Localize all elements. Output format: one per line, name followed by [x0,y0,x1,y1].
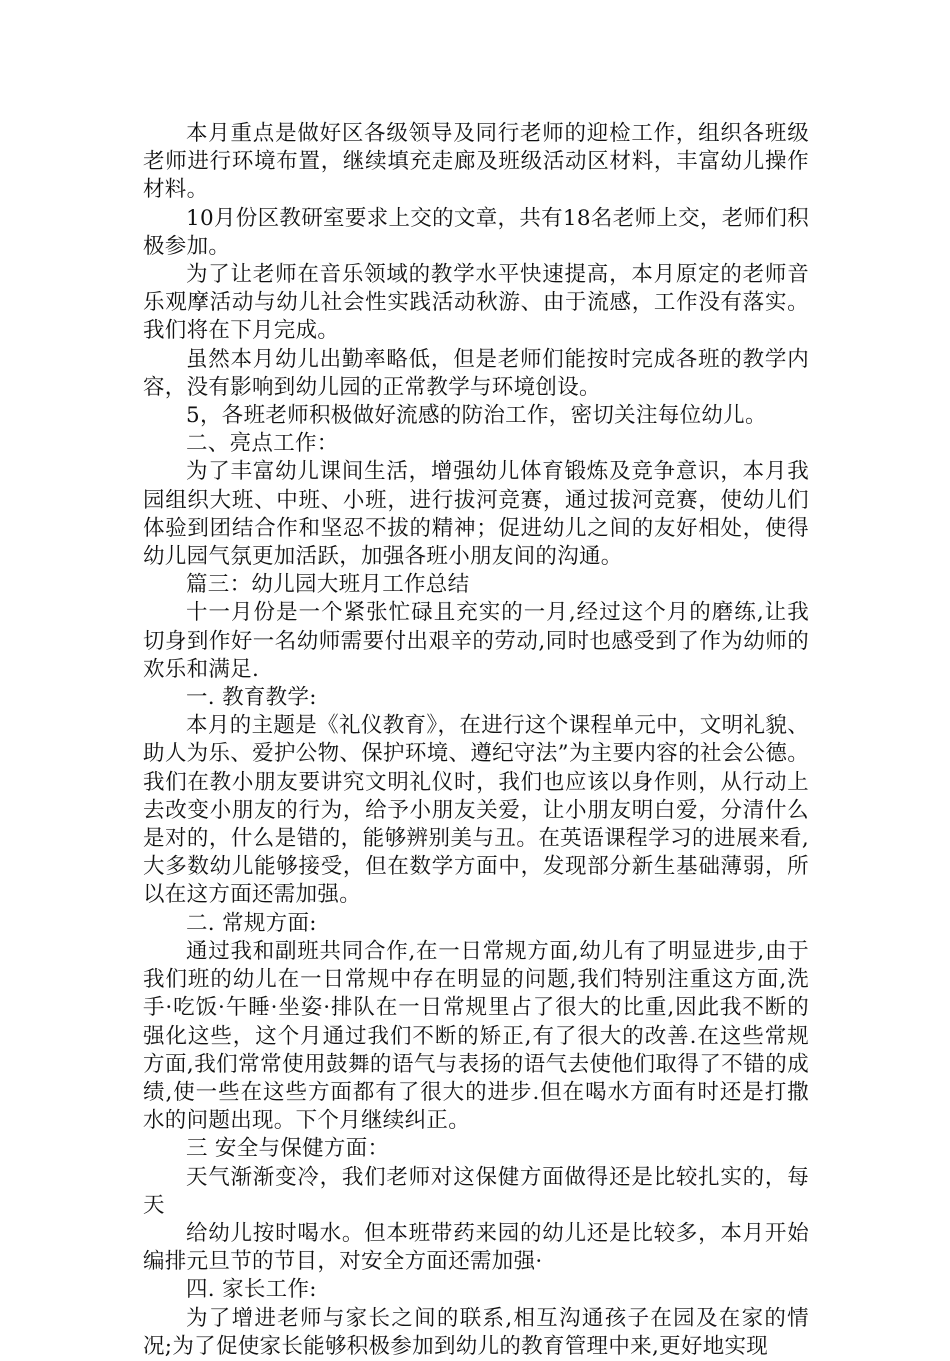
section-heading: 一. 教育教学: [186,685,317,711]
paragraph: 本月的主题是《礼仪教育》，在进行这个课程单元中，文明礼貌、助人为乐、爱护公物、保护环境、遵纪守法”为主要内容的社会公德。我们在教小朋友要讲究文明礼仪时，我们也应该以身作则，从行动上去改变小朋友的行为，给予小朋友关爱，让小朋友明白爱，分清什么是对的，什么是错的，能够辨别美与丑。在英语课程学习的进展来看,大多数幼儿能够接受，但在数学方面中，发现部分新生基础薄弱，所以在这方面还需加强。 [143,713,809,908]
paragraph: 5，各班老师积极做好流感的防治工作，密切关注每位幼儿。 [186,403,767,429]
paragraph: 本月重点是做好区各级领导及同行老师的迎检工作，组织各班级老师进行环境布置，继续填充走廊及班级活动区材料，丰富幼儿操作材料。 [143,121,809,203]
section-heading: 三 安全与保健方面： [186,1136,390,1162]
paragraph: 给幼儿按时喝水。但本班带药来园的幼儿还是比较多，本月开始编排元旦节的节目，对安全方面还需加强· [143,1220,809,1275]
paragraph: 十一月份是一个紧张忙碌且充实的一月,经过这个月的磨练,让我切身到作好一名幼师需要付出艰辛的劳动,同时也感受到了作为幼师的欢乐和满足. [143,600,809,682]
paragraph: 虽然本月幼儿出勤率略低，但是老师们能按时完成各班的教学内容，没有影响到幼儿园的正常教学与环境创设。 [143,346,809,400]
document-body [143,120,809,1361]
section-heading: 篇三：幼儿园大班月工作总结 [186,572,470,598]
section-heading: 四. 家长工作: [186,1277,317,1303]
paragraph: 10月份区教研室要求上交的文章，共有18名老师上交，老师们积极参加。 [143,205,809,259]
paragraph: 通过我和副班共同合作,在一日常规方面,幼儿有了明显进步,由于我们班的幼儿在一日常规中存在明显的问题,我们特别注重这方面,洗手·吃饭·午睡·坐姿·排队在一日常规里占了很大的比重,因此我不断的强化这些，这个月通过我们不断的矫正,有了很大的改善.在这些常规方面,我们常常使用鼓舞的语气与表扬的语气去使他们取得了不错的成绩,使一些在这些方面都有了很大的进步.但在喝水方面有时还是打撒水的问题出现。下个月继续纠正。 [143,938,809,1134]
section-heading: 二、亮点工作： [186,431,339,457]
paragraph: 天气渐渐变冷，我们老师对这保健方面做得还是比较扎实的，每天 [143,1164,809,1218]
section-heading: 二. 常规方面: [186,910,317,936]
paragraph: 为了增进老师与家长之间的联系,相互沟通孩子在园及在家的情况;为了促使家长能够积极参加到幼儿的教育管理中来,更好地实现 [143,1305,809,1359]
paragraph: 为了丰富幼儿课间生活，增强幼儿体育锻炼及竞争意识，本月我园组织大班、中班、小班，进行拔河竞赛，通过拔河竞赛，使幼儿们体验到团结合作和坚忍不拔的精神；促进幼儿之间的友好相处，使得幼儿园气氛更加活跃，加强各班小朋友间的沟通。 [143,459,809,570]
paragraph: 为了让老师在音乐领域的教学水平快速提高，本月原定的老师音乐观摩活动与幼儿社会性实践活动秋游、由于流感，工作没有落实。我们将在下月完成。 [143,262,809,344]
